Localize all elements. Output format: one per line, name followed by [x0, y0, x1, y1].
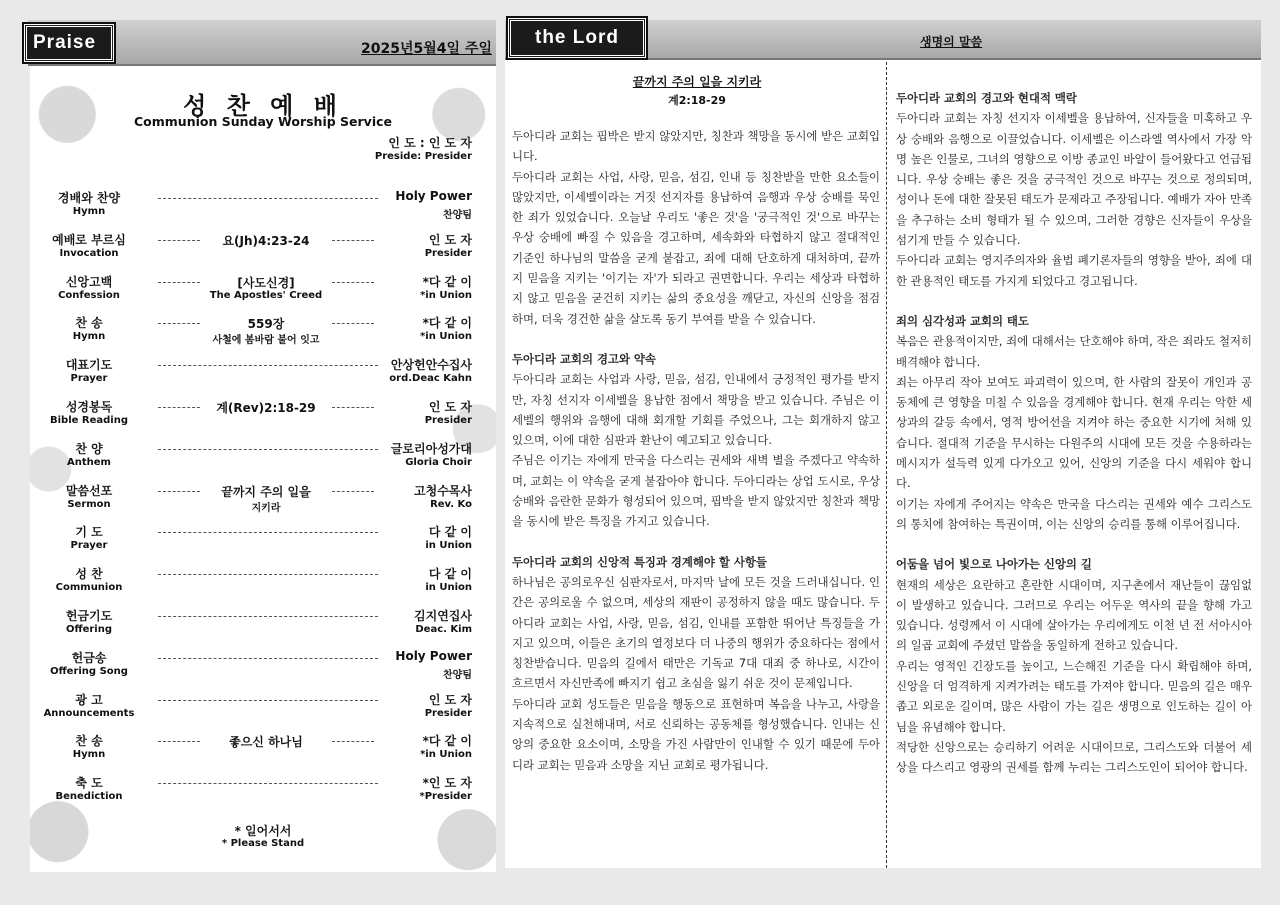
order-item-detail-sub: The Apostles' Creed — [209, 289, 323, 301]
order-item-leader-en: Rev. Ko — [430, 498, 472, 510]
order-item-ko: 찬 송 — [75, 316, 103, 331]
paragraph-gap — [896, 291, 1252, 311]
dashed-leader — [158, 532, 378, 533]
dashed-leader — [158, 783, 378, 784]
order-item-en: Communion — [55, 582, 123, 594]
order-item-ko: 대표기도 — [65, 358, 113, 373]
order-row — [30, 772, 496, 814]
order-item-ko: 경배와 찬양 — [57, 191, 121, 205]
order-item-leader-en: 찬양팀 — [443, 669, 472, 681]
dashed-leader — [158, 574, 378, 575]
dashed-leader — [332, 323, 374, 324]
sermon-title: 끝까지 주의 일을 지키라 — [632, 75, 762, 89]
order-row — [30, 563, 496, 605]
order-item-en: Confession — [58, 289, 120, 301]
service-date: 2025년5월4일 주일 — [361, 41, 492, 57]
sermon-column-1 — [512, 126, 880, 775]
order-item-en: Hymn — [72, 749, 106, 761]
order-item-detail: 끝까지 주의 일을 — [221, 484, 311, 499]
order-item-en: Offering — [65, 624, 113, 635]
dashed-leader — [158, 323, 200, 324]
preside-ko: 인 도 : 인 도 자 — [388, 136, 472, 150]
order-item-en: Hymn — [72, 331, 106, 343]
order-item-en: Prayer — [70, 540, 108, 552]
stand-note-en: * Please Stand — [221, 838, 305, 849]
body-paragraph: 이기는 자에게 주어지는 약속은 만국을 다스리는 권세와 예수 그리스도의 통치에 참여하는 특권이며, 이는 신앙의 승리를 통해 이루어집니다. — [896, 496, 1252, 531]
body-paragraph: 두아디라 교회는 자칭 선지자 이세벨을 용납하여, 신자들을 미혹하고 우상 숭배와 음행으로 이끌었습니다. 이세벨은 이스라엘 역사에서 가장 악명 높은 인물로, 그녀의 영향으로 이방 종교인 바알이 들어왔다고 언급됩니다. 우상 숭배는 좋은 것을 궁극적인 것으로 바꾸는 것으로 정의되며, 성이나 돈에 대한 잘못된 태도가 문제라고 주장됩니다. 예배가 자아 만족을 추구하는 소비 형태가 될 수 있으며, 그러한 경향은 신자들이 우상을 섬기게 만들 수 있습니다. — [896, 111, 1252, 248]
order-item-leader-en: Presider — [424, 415, 472, 426]
order-row — [30, 438, 496, 480]
order-item-en: Anthem — [67, 456, 111, 468]
order-item-detail: 559장 — [247, 317, 285, 332]
section-heading: 어둠을 넘어 빛으로 나아가는 신앙의 길 — [896, 557, 1092, 572]
body-paragraph: 두아디라 교회는 사업, 사랑, 믿음, 섬김, 인내 등 칭찬받을 만한 요소들이 많았지만, 이세벨이라는 거짓 선지자를 용납하여 음행과 우상 숭배를 묵인한 죄가 있었습니다. 오늘날 우리도 '좋은 것'을 '궁극적인 것'으로 바꾸는 우상 숭배에 빠질 수 있음을 경고하며, 세속화와 타협하지 않고 절대적인 기준인 하나님의 말씀을 굳게 붙잡고, 죄에 대해 단호하게 대처하며, 끝까지 믿음을 지키는 '이기는 자'가 되라고 권면합니다. 우리는 세상과 타협하지 않고 믿음을 굳건히 지키는 삶의 중요성을 깨닫고, 자신의 신앙을 점검하며, 더욱 경건한 삶을 살도록 동기 부여를 받을 수 있습니다. — [512, 169, 880, 326]
order-item-leader-en: *Presider — [419, 791, 472, 803]
body-paragraph: 적당한 신앙으로는 승리하기 어려운 시대이므로, 그리스도와 더불어 세상을 다스리고 영광의 권세를 함께 누리는 그리스도인이 되어야 합니다. — [896, 739, 1252, 775]
order-item-en: Invocation — [59, 247, 119, 259]
order-item-leader: 고청수목사 — [414, 483, 472, 498]
section-heading: 두아디라 교회의 신앙적 특징과 경계해야 할 사항들 — [512, 554, 767, 569]
order-item-en: Offering Song — [50, 665, 128, 677]
service-title: 성 찬 예 배 — [183, 92, 343, 120]
order-item-leader: 안상헌안수집사 — [390, 358, 472, 373]
order-item-leader-en: ord.Deac Kahn — [389, 373, 472, 385]
right-header-title: 생명의 말씀 — [920, 35, 983, 49]
order-item-ko: 찬 양 — [75, 441, 103, 456]
dashed-leader — [158, 741, 200, 742]
order-item-leader: 인 도 자 — [428, 400, 472, 414]
order-item-leader: 김지연집사 — [414, 609, 472, 623]
order-row — [30, 271, 496, 313]
order-item-leader-en: *in Union — [420, 331, 472, 343]
dashed-leader — [158, 407, 200, 408]
body-paragraph: 죄는 아무리 작아 보여도 파괴력이 있으며, 한 사람의 잘못이 개인과 공동체에 큰 영향을 미칠 수 있음을 경계해야 합니다. 현재 우리는 악한 세상과의 갈등 속에서, 영적 방어선을 지켜야 하는 중요한 시기에 처해 있습니다. 절대적 기준을 무시하는 다원주의 시대에 모든 것을 수용하라는 메시지가 설득력 있게 다가오고 있어, 신앙의 기준을 다시 세워야 합니다. — [896, 374, 1252, 491]
order-item-leader: *다 같 이 — [422, 734, 472, 749]
dashed-leader — [158, 240, 200, 241]
sermon-column-2 — [896, 88, 1252, 778]
order-item-leader: 다 같 이 — [428, 525, 472, 540]
the-lord-tab: the Lord — [508, 18, 646, 58]
order-item-detail-sub: 사철에 봄바람 불어 잇고 — [212, 335, 320, 347]
order-item-leader: 인 도 자 — [428, 692, 472, 707]
order-row — [30, 354, 496, 396]
body-paragraph: 두아디라 교회 성도들은 믿음을 행동으로 표현하며 복음을 나누고, 사랑을 지속적으로 실천해내며, 서로 신뢰하는 공동체를 형성했습니다. 인내는 신앙의 중요한 요소이며, 소망을 가진 사람만이 인내할 수 있기 때문에 두아디라 교회는 믿음과 소망을 지닌 교회로 평가됩니다. — [512, 696, 880, 772]
order-item-leader: *다 같 이 — [422, 316, 472, 331]
order-item-leader: Holy Power — [395, 648, 472, 663]
order-item-leader: 인 도 자 — [428, 232, 472, 247]
section-heading: 죄의 심각성과 교회의 태도 — [896, 313, 1029, 328]
section-heading: 두아디라 교회의 경고와 약속 — [512, 351, 656, 366]
dashed-leader — [158, 700, 378, 701]
order-item-leader-en: in Union — [425, 582, 472, 594]
body-paragraph: 하나님은 공의로우신 심판자로서, 마지막 날에 모든 것을 드러내십니다. 인간은 공의로울 수 없으며, 세상의 재판이 공정하지 않을 때도 많습니다. 두아디라 교회는 사업, 사랑, 믿음, 섬김, 인내를 포함한 뛰어난 특징들을 가지고 있으며, 이들은 초기의 열정보다 더 나중의 행위가 중요하다는 점에서 칭찬받습니다. 믿음의 길에서 태만은 기독교 7대 대죄 중 하나로, 시간이 흐르면서 자신만족에 빠지기 쉽고 초심을 잃기 쉬운 것이 문제입니다. — [512, 574, 880, 691]
dashed-leader — [332, 240, 374, 241]
dashed-leader — [158, 658, 378, 659]
order-row — [30, 605, 496, 647]
paragraph-gap — [896, 534, 1252, 554]
order-item-leader-en: in Union — [425, 540, 472, 552]
order-item-detail-sub: 지키라 — [251, 502, 281, 514]
order-item-detail: 요(Jh)4:23-24 — [222, 233, 310, 248]
body-paragraph: 두아디라 교회는 사업과 사랑, 믿음, 섬김, 인내에서 긍정적인 평가를 받지만, 자칭 선지자 이세벨을 용납한 점에서 책망을 받고 있습니다. 주님은 이세벨의 행위와 음행에 대해 회개할 기회를 주었으나, 그는 회개하지 않고 있으며, 이에 대한 심판과 환난이 예고되고 있습니다. — [512, 372, 880, 448]
order-row — [30, 187, 496, 229]
dashed-leader — [158, 282, 200, 283]
order-row — [30, 480, 496, 522]
sermon-ref: 계2:18-29 — [668, 94, 726, 107]
body-paragraph: 복음은 관용적이지만, 죄에 대해서는 단호해야 하며, 작은 죄라도 철저히 배격해야 합니다. — [896, 334, 1252, 369]
service-subtitle: Communion Sunday Worship Service — [133, 114, 392, 129]
order-item-leader-en: 찬양팀 — [443, 210, 472, 221]
order-item-leader-en: Presider — [424, 247, 472, 259]
order-item-ko: 헌금송 — [71, 650, 107, 665]
body-paragraph: 우리는 영적인 긴장도를 높이고, 느슨해진 기준을 다시 확립해야 하며, 신앙을 더 엄격하게 지켜가려는 태도를 가져야 합니다. 믿음의 길은 매우 좁고 외로운 길이며, 많은 사람이 가는 길은 생명으로 인도하는 길이 아님을 유념해야 합니다. — [896, 658, 1252, 734]
dashed-leader — [158, 616, 378, 617]
order-item-leader-en: *in Union — [420, 289, 472, 301]
dashed-leader — [332, 491, 374, 492]
paragraph-gap — [512, 329, 880, 349]
order-item-detail: [사도신경] — [237, 275, 295, 290]
column-divider — [886, 62, 887, 868]
dashed-leader — [332, 282, 374, 283]
dashed-leader — [158, 491, 200, 492]
order-item-ko: 예배로 부르심 — [52, 232, 126, 247]
order-item-detail: 계(Rev)2:18-29 — [216, 401, 316, 415]
order-item-ko: 성 찬 — [75, 567, 103, 582]
order-item-ko: 헌금기도 — [65, 609, 113, 623]
order-item-en: Prayer — [70, 373, 108, 385]
order-row — [30, 689, 496, 731]
order-item-leader: Holy Power — [395, 189, 472, 203]
order-item-en: Benediction — [55, 791, 123, 803]
order-item-leader-en: *in Union — [420, 749, 472, 761]
order-item-ko: 축 도 — [75, 776, 103, 791]
paragraph-gap — [512, 532, 880, 552]
order-row — [30, 647, 496, 689]
body-paragraph: 현재의 세상은 요란하고 혼란한 시대이며, 지구촌에서 재난들이 끊임없이 발생하고 있습니다. 그러므로 우리는 어두운 역사의 끝을 향해 가고 있습니다. 성령께서 이 시대에 살아가는 우리에게도 이천 년 전 서아시아의 일곱 교회에 주셨던 말씀을 동일하게 전하고 있습니다. — [896, 577, 1252, 653]
dashed-leader — [158, 449, 378, 450]
section-heading: 두아디라 교회의 경고와 현대적 맥락 — [896, 91, 1077, 105]
body-paragraph: 두아디라 교회는 핍박은 받지 않았지만, 칭찬과 책망을 동시에 받은 교회입니다. — [512, 129, 880, 164]
stand-note-ko: * 일어서서 — [234, 824, 292, 838]
order-item-ko: 말씀선포 — [65, 483, 113, 498]
order-item-ko: 찬 송 — [75, 734, 103, 749]
order-item-ko: 성경봉독 — [65, 400, 113, 414]
order-item-leader: *인 도 자 — [422, 776, 472, 791]
dashed-leader — [158, 365, 378, 366]
body-paragraph: 주님은 이기는 자에게 만국을 다스리는 권세와 새벽 별을 주겠다고 약속하며, 교회는 이 약속을 굳게 붙잡아야 합니다. 두아디라는 상업 도시로, 우상숭배와 음란한 문화가 형성되어 있으며, 핍박을 받지 않았지만 칭찬과 책망을 동시에 받은 특징을 가지고 있습니다. — [512, 453, 880, 529]
order-item-ko: 광 고 — [75, 692, 103, 707]
body-paragraph: 두아디라 교회는 영지주의자와 율법 폐기론자들의 영향을 받아, 죄에 대한 관용적인 태도를 가지게 되었다고 경고됩니다. — [896, 253, 1252, 288]
order-item-en: Hymn — [72, 206, 106, 217]
order-item-leader: 다 같 이 — [428, 567, 472, 582]
dashed-leader — [332, 407, 374, 408]
order-item-en: Sermon — [67, 498, 111, 510]
order-row — [30, 730, 496, 772]
order-row — [30, 229, 496, 271]
praise-tab: Praise — [24, 24, 114, 62]
order-item-leader-en: Presider — [424, 707, 472, 719]
order-item-en: Bible Reading — [50, 415, 128, 426]
order-item-leader-en: Gloria Choir — [405, 456, 472, 468]
order-row — [30, 312, 496, 354]
dashed-leader — [332, 741, 374, 742]
order-item-leader-en: Deac. Kim — [415, 624, 472, 635]
dashed-leader — [158, 198, 378, 199]
order-item-en: Announcements — [43, 707, 135, 719]
preside-en: Preside: Presider — [374, 151, 472, 162]
order-item-ko: 신앙고백 — [65, 274, 113, 289]
order-item-leader: *다 같 이 — [422, 274, 472, 289]
order-row — [30, 521, 496, 563]
order-item-ko: 기 도 — [75, 525, 103, 540]
order-item-leader: 글로리아성가대 — [390, 441, 472, 456]
order-item-detail: 좋으신 하나님 — [229, 735, 303, 750]
order-row — [30, 396, 496, 438]
